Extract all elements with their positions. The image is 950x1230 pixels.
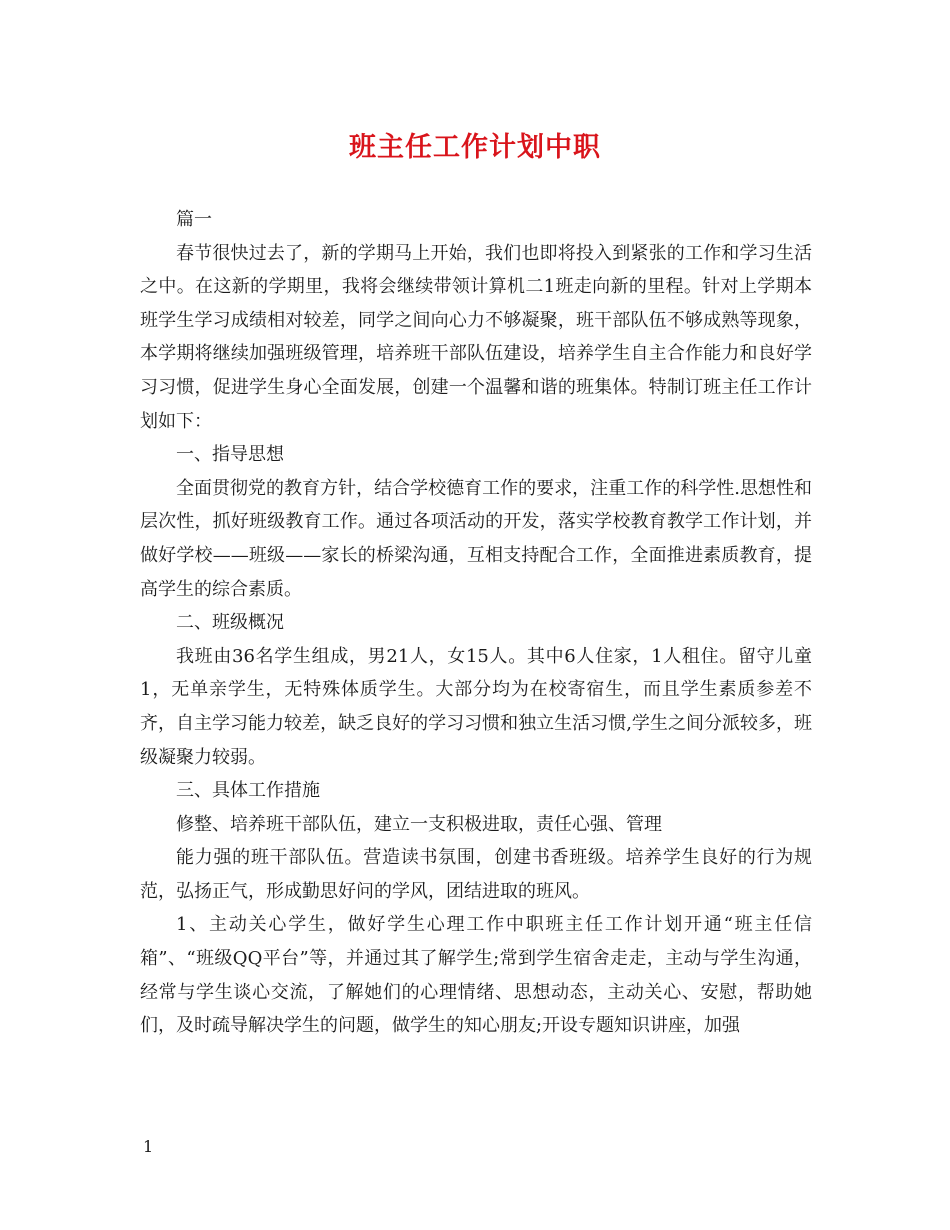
- page-number: 1: [143, 1137, 154, 1156]
- paragraph-measure-item-1: 1、主动关心学生，做好学生心理工作中职班主任工作计划开通“班主任信箱”、“班级QQ平台”等，并通过其了解学生;常到学生宿舍走走，主动与学生沟通，经常与学生谈心交流，了解她们的心理情绪、思想动态，主动关心、安慰，帮助她们，及时疏导解决学生的问题，做学生的知心朋友;开设专题知识讲座，加强: [140, 914, 812, 1037]
- paragraph-guiding-ideology: 全面贯彻党的教育方针，结合学校德育工作的要求，注重工作的科学性.思想性和层次性，抓好班级教育工作。通过各项活动的开发，落实学校教育教学工作计划，并做好学校——班级——家长的桥梁沟通，互相支持配合工作，全面推进素质教育，提高学生的综合素质。: [140, 477, 812, 600]
- heading-class-overview: 二、班级概况: [176, 612, 284, 634]
- paragraph-measures-2: 能力强的班干部队伍。营造读书氛围，创建书香班级。培养学生良好的行为规范，弘扬正气，形成勤思好问的学风，团结进取的班风。: [140, 847, 812, 902]
- paragraph-class-overview: 我班由36名学生组成，男21人，女15人。其中6人住家，1人租住。留守儿童1，无单亲学生，无特殊体质学生。大部分均为在校寄宿生，而且学生素质参差不齐，自主学习能力较差，缺乏良好的学习习惯和独立生活习惯,学生之间分派较多，班级凝聚力较弱。: [140, 645, 812, 768]
- paragraph-section-label: 篇一: [176, 209, 212, 230]
- document-title: 班主任工作计划中职: [349, 132, 601, 163]
- paragraph-intro: 春节很快过去了，新的学期马上开始，我们也即将投入到紧张的工作和学习生活之中。在这新的学期里，我将会继续带领计算机二1班走向新的里程。针对上学期本班学生学习成绩相对较差，同学之间向心力不够凝聚，班干部队伍不够成熟等现象，本学期将继续加强班级管理，培养班干部队伍建设，培养学生自主合作能力和良好学习习惯，促进学生身心全面发展，创建一个温馨和谐的班集体。特制订班主任工作计划如下：: [140, 242, 812, 432]
- heading-work-measures: 三、具体工作措施: [176, 780, 320, 802]
- document-body: [140, 203, 812, 1043]
- heading-guiding-ideology: 一、指导思想: [176, 444, 284, 466]
- paragraph-measures-1: 修整、培养班干部队伍，建立一支积极进取，责任心强、管理: [176, 813, 662, 835]
